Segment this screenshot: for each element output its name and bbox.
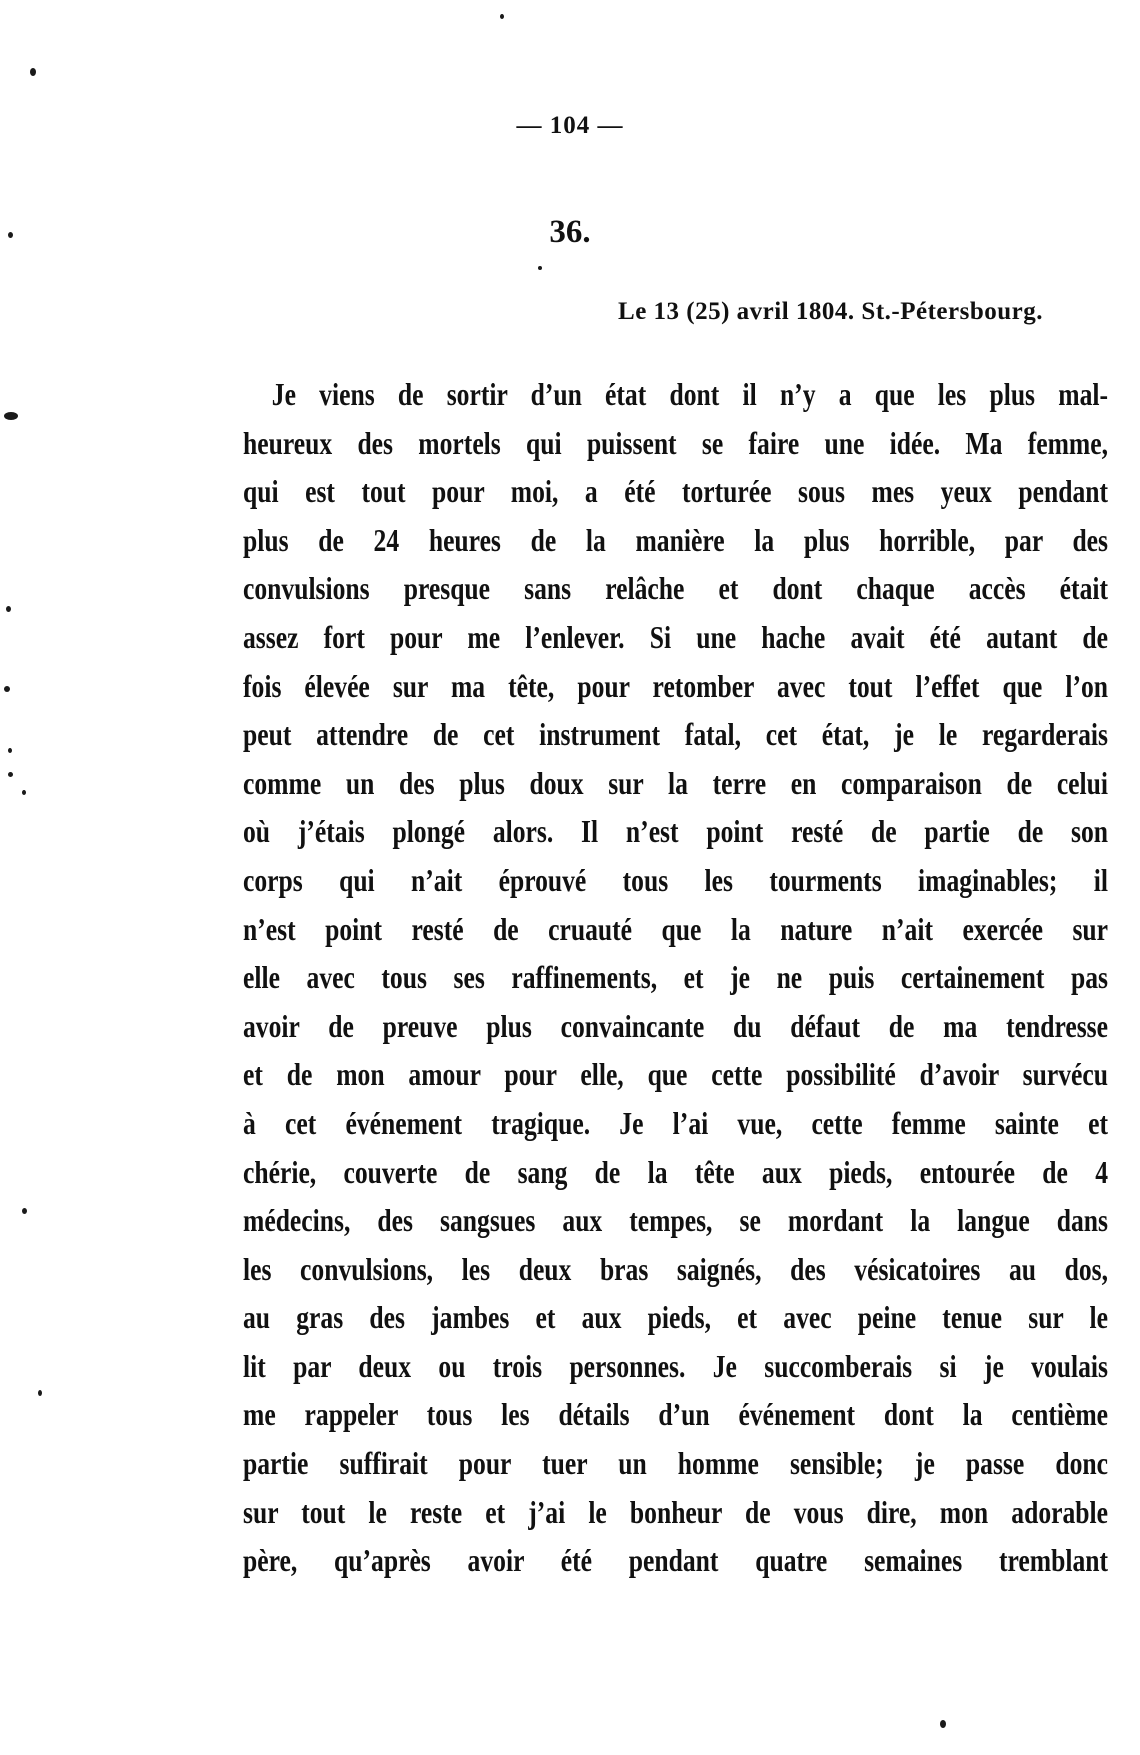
text-line: à cet événement tragique. Je l’ai vue, cette femme sainte et bbox=[243, 1104, 1108, 1141]
text-line: me rappeler tous les détails d’un événement dont la centième bbox=[243, 1396, 1108, 1433]
letter-dateline: Le 13 (25) avril 1804. St.-Pétersbourg. bbox=[618, 298, 1043, 325]
letter-number: 36. bbox=[549, 214, 591, 250]
text-line: Je viens de sortir d’un état dont il n’y a que les plus mal- bbox=[271, 376, 1108, 412]
text-line: comme un des plus doux sur la terre en comparaison de celui bbox=[243, 764, 1108, 801]
scan-speck bbox=[4, 686, 10, 692]
scan-speck bbox=[4, 412, 18, 420]
scan-speck bbox=[38, 1390, 42, 1396]
text-line: assez fort pour me l’enlever. Si une hache avait été autant de bbox=[243, 618, 1108, 655]
scan-speck bbox=[22, 1208, 27, 1214]
text-line: peut attendre de cet instrument fatal, cet état, je le regarderais bbox=[243, 716, 1108, 753]
text-line: sur tout le reste et j’ai le bonheur de vous dire, mon adorable bbox=[243, 1493, 1108, 1530]
scan-speck bbox=[8, 232, 13, 238]
text-line: au gras des jambes et aux pieds, et avec peine tenue sur le bbox=[243, 1299, 1108, 1336]
page-number: — 104 — bbox=[516, 112, 624, 139]
letter-body bbox=[243, 370, 1108, 1585]
text-line: n’est point resté de cruauté que la nature n’ait exercée sur bbox=[243, 910, 1108, 947]
text-line: elle avec tous ses raffinements, et je ne puis certainement pas bbox=[243, 959, 1108, 996]
text-line: plus de 24 heures de la manière la plus horrible, par des bbox=[243, 521, 1108, 558]
text-line: qui est tout pour moi, a été torturée sous mes yeux pendant bbox=[243, 473, 1108, 510]
scan-speck bbox=[8, 772, 13, 777]
scan-speck bbox=[6, 606, 11, 612]
text-line: chérie, couverte de sang de la tête aux pieds, entourée de 4 bbox=[243, 1153, 1108, 1190]
text-line: avoir de preuve plus convaincante du défaut de ma tendresse bbox=[243, 1007, 1108, 1044]
text-line: médecins, des sangsues aux tempes, se mordant la langue dans bbox=[243, 1202, 1108, 1239]
text-line: et de mon amour pour elle, que cette possibilité d’avoir survécu bbox=[243, 1056, 1108, 1093]
text-line: corps qui n’ait éprouvé tous les tourments imaginables; il bbox=[243, 861, 1108, 898]
text-line: les convulsions, les deux bras saignés, des vésicatoires au dos, bbox=[243, 1250, 1108, 1287]
text-line: lit par deux ou trois personnes. Je succomberais si je voulais bbox=[243, 1347, 1108, 1384]
scan-speck bbox=[940, 1720, 946, 1728]
scan-speck bbox=[8, 748, 12, 753]
scan-speck bbox=[22, 790, 26, 795]
text-line: heureux des mortels qui puissent se faire une idée. Ma femme, bbox=[243, 424, 1108, 461]
text-line: où j’étais plongé alors. Il n’est point resté de partie de son bbox=[243, 813, 1108, 850]
scan-speck bbox=[30, 68, 36, 76]
text-line: fois élevée sur ma tête, pour retomber avec tout l’effet que l’on bbox=[243, 667, 1108, 704]
text-line: partie suffirait pour tuer un homme sensible; je passe donc bbox=[243, 1445, 1108, 1482]
scan-speck bbox=[538, 266, 542, 270]
text-line: convulsions presque sans relâche et dont chaque accès était bbox=[243, 570, 1108, 607]
text-line: père, qu’après avoir été pendant quatre semaines tremblant bbox=[243, 1542, 1108, 1579]
scan-speck bbox=[500, 14, 504, 19]
